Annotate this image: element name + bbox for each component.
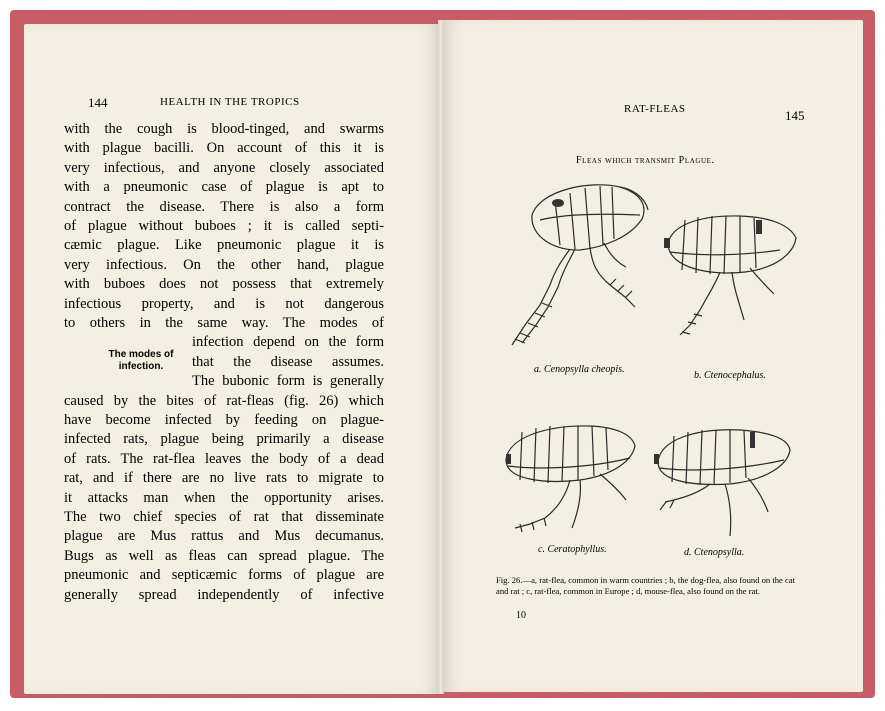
flea-illustration-d — [650, 420, 795, 540]
flea-illustration-b — [660, 210, 800, 340]
text-line-indented: that the disease assumes. — [192, 353, 384, 370]
text-line-indented: The bubonic form is generally — [192, 373, 384, 390]
flea-illustration-c — [500, 420, 640, 535]
text-line: to others in the same way. The modes of — [64, 315, 384, 331]
text-line: with buboes does not possess that extremely — [64, 276, 384, 293]
text-line: with the cough is blood-tinged, and swarms — [64, 121, 384, 137]
flea-illustration-a — [500, 175, 650, 355]
plate-title: Fleas which transmit Plague. — [576, 155, 715, 166]
text-line-indented: infection depend on the form — [192, 334, 384, 351]
book-gutter — [438, 20, 444, 694]
text-line: caused by the bites of rat-fleas (fig. 26) which — [64, 392, 384, 409]
figure-legend: Fig. 26.—a, rat-flea, common in warm countries ; b, the dog-flea, also found on the cat and rat ; c, rat-flea, common in Europe ; d, mouse-flea, also found on the rat. — [496, 575, 796, 596]
text-line: infected rats, plague being primarily a disease — [64, 431, 384, 448]
left-page-number: 144 — [88, 95, 108, 110]
signature-mark: 10 — [516, 610, 526, 621]
text-line: with plague bacilli. On account of this it is — [64, 140, 384, 157]
side-note: The modes of infection. — [108, 349, 174, 372]
right-page-number: 145 — [785, 108, 805, 123]
figure-caption-a: a. Cenopsylla cheopis. — [534, 364, 625, 375]
text-line: pneumonic and septicæmic forms of plague are — [64, 567, 384, 584]
text-line: very infectious, and anyone closely associated — [64, 159, 384, 176]
text-line: Bugs as well as fleas can spread plague. The — [64, 547, 384, 564]
text-line: generally spread independently of infective — [64, 586, 384, 603]
figure-caption-b: b. Ctenocephalus. — [694, 370, 766, 381]
text-line: with a pneumonic case of plague is apt to — [64, 179, 384, 196]
text-line: The two chief species of rat that disseminate — [64, 509, 384, 525]
figure-caption-c: c. Ceratophyllus. — [538, 544, 607, 555]
text-line: of rats. The rat-flea leaves the body of a dead — [64, 450, 384, 467]
text-line: infectious property, and is not dangerous — [64, 295, 384, 312]
text-line: contract the disease. There is also a form — [64, 198, 384, 215]
text-line: very infectious. On the other hand, plague — [64, 256, 384, 273]
text-line: rat, and if there are no live rats to migrate to — [64, 470, 384, 487]
text-line: plague are Mus rattus and Mus decumanus. — [64, 528, 384, 545]
figure-caption-d: d. Ctenopsylla. — [684, 547, 745, 558]
text-line: it attacks man when the opportunity arises. — [64, 489, 384, 506]
right-running-head: RAT-FLEAS — [624, 103, 686, 115]
text-line: have become infected by feeding on plague- — [64, 412, 384, 428]
text-line: cæmic plague. Like pneumonic plague it is — [64, 237, 384, 254]
text-line: of plague without buboes ; it is called septi- — [64, 218, 384, 234]
left-running-head: HEALTH IN THE TROPICS — [160, 96, 300, 108]
